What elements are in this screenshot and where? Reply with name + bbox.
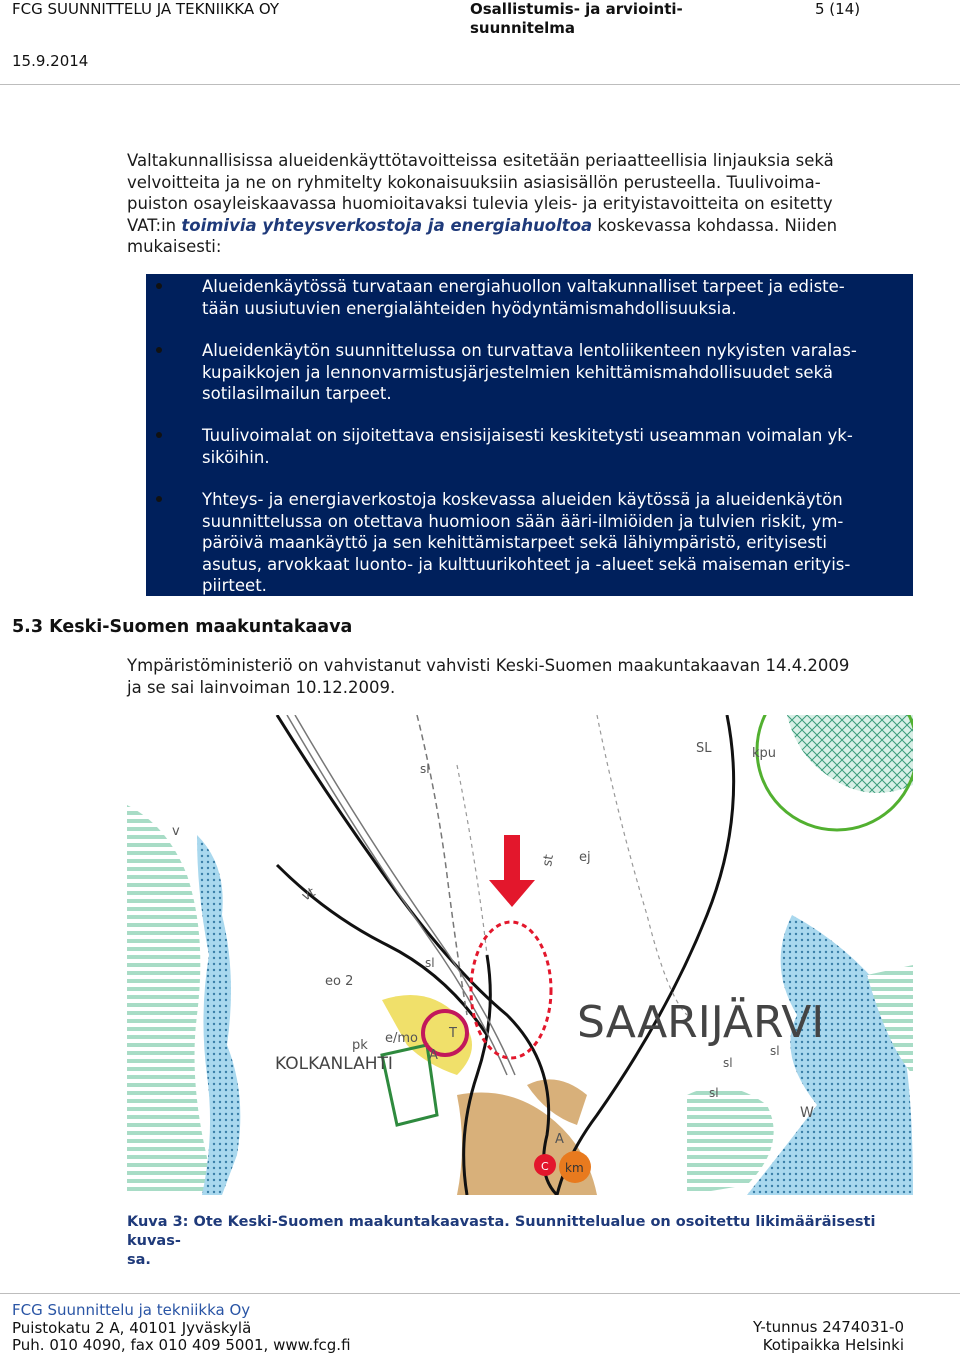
svg-text:v: v <box>172 824 180 839</box>
svg-text:eo 2: eo 2 <box>325 974 354 989</box>
section-heading: 5.3 Keski-Suomen maakuntakaava <box>12 617 353 637</box>
bullet-item-1: Alueidenkäytössä turvataan energiahuollon valtakunnalliset tarpeet ja ediste- tään uusiutuvien energialähteiden hyödyntämismahdollisuuksia. <box>202 277 845 318</box>
vat-emphasis: toimivia yhteysverkostoja ja energiahuoltoa <box>181 215 593 235</box>
svg-text:sl: sl <box>723 1056 733 1070</box>
footer-left <box>12 1302 351 1355</box>
svg-text:sl: sl <box>709 1086 719 1100</box>
footer-divider <box>0 1293 960 1294</box>
bullet-dot <box>156 283 162 289</box>
footer-right <box>753 1319 904 1354</box>
regional-plan-map <box>127 715 913 1195</box>
svg-text:sl: sl <box>420 762 430 776</box>
header-doc-title: Osallistumis- ja arviointi- suunnitelma <box>470 0 683 37</box>
bullet-item-3: Tuulivoimalat on sijoitettava ensisijaisesti keskitetysti useamman voimalan yk- siköihin. <box>202 426 853 467</box>
header-company: FCG SUUNNITTELU JA TEKNIIKKA OY <box>12 0 280 18</box>
figure-caption: Kuva 3: Ote Keski-Suomen maakuntakaavasta. Suunnittelualue on osoitettu likimääräisesti kuvas- sa. <box>127 1214 876 1268</box>
svg-text:pk: pk <box>352 1038 368 1053</box>
svg-text:W: W <box>800 1105 814 1121</box>
svg-text:e/mo: e/mo <box>385 1031 418 1046</box>
header-divider <box>0 84 960 85</box>
footer-domicile: Kotipaikka Helsinki <box>762 1335 904 1354</box>
map-label-town: SAARIJÄRVI <box>577 997 825 1048</box>
footer-contact: Puh. 010 4090, fax 010 409 5001, www.fcg.fi <box>12 1336 351 1354</box>
svg-text:A: A <box>555 1132 564 1147</box>
bullet-dot <box>156 496 162 502</box>
svg-text:km: km <box>565 1161 584 1175</box>
map-label-village: KOLKANLAHTI <box>275 1054 393 1074</box>
intro-paragraph: Valtakunnallisissa alueidenkäyttötavoitteissa esitetään periaatteellisia linjauksia sekä velvoitteita ja ne on ryhmitelty kokonaisuuksiin asiasisällön perusteella. Tuulivoima- puiston osayleiskaavassa huomioitavaksi tulevia yleis- ja erityistavoitteita on esitetty VAT:in toimivia yhteysverkostoja ja energiahuoltoa koskevassa kohdassa. Niiden mukaisesti: <box>127 151 838 256</box>
footer-company: FCG Suunnittelu ja tekniikka Oy <box>12 1301 251 1319</box>
svg-text:A: A <box>429 1048 438 1063</box>
bullet-dot <box>156 347 162 353</box>
svg-text:ej: ej <box>579 850 591 865</box>
svg-text:kpu: kpu <box>752 746 777 761</box>
svg-text:sl: sl <box>770 1044 780 1058</box>
footer-address: Puistokatu 2 A, 40101 Jyväskylä <box>12 1318 252 1337</box>
section-paragraph: Ympäristöministeriö on vahvistanut vahvisti Keski-Suomen maakuntakaavan 14.4.2009 ja se sai lainvoiman 10.12.2009. <box>127 656 850 697</box>
svg-text:SL: SL <box>696 741 712 756</box>
svg-text:C: C <box>541 1160 549 1173</box>
header-page-number: 5 (14) <box>815 0 861 18</box>
svg-text:vt: vt <box>299 885 319 905</box>
map-svg <box>127 715 913 1195</box>
bullet-dot <box>156 432 162 438</box>
svg-text:T: T <box>449 1026 457 1041</box>
bullet-item-4: Yhteys- ja energiaverkostoja koskevassa alueiden käytössä ja alueidenkäytön suunnittelussa on otettava huomioon sään ääri-ilmiöiden ja tulvien riskit, ym- päröivä maankäyttö ja sen kehittämistarpeet sekä lähiympäristö, erityisesti asutus, arvokkaat luonto- ja kulttuurikohteet ja -alueet sekä maiseman erityis- piirteet. <box>202 490 851 595</box>
footer-business-id: Y-tunnus 2474031-0 <box>752 1318 904 1336</box>
header-date: 15.9.2014 <box>12 52 89 70</box>
svg-text:sl: sl <box>425 956 435 970</box>
svg-text:st: st <box>540 853 558 868</box>
bullet-item-2: Alueidenkäytön suunnittelussa on turvattava lentoliikenteen nykyisten varalas- kupaikkojen ja lennonvarmistusjärjestelmien kehittämismahdollisuudet sekä sotilasilmailun tarpeet. <box>202 341 857 403</box>
